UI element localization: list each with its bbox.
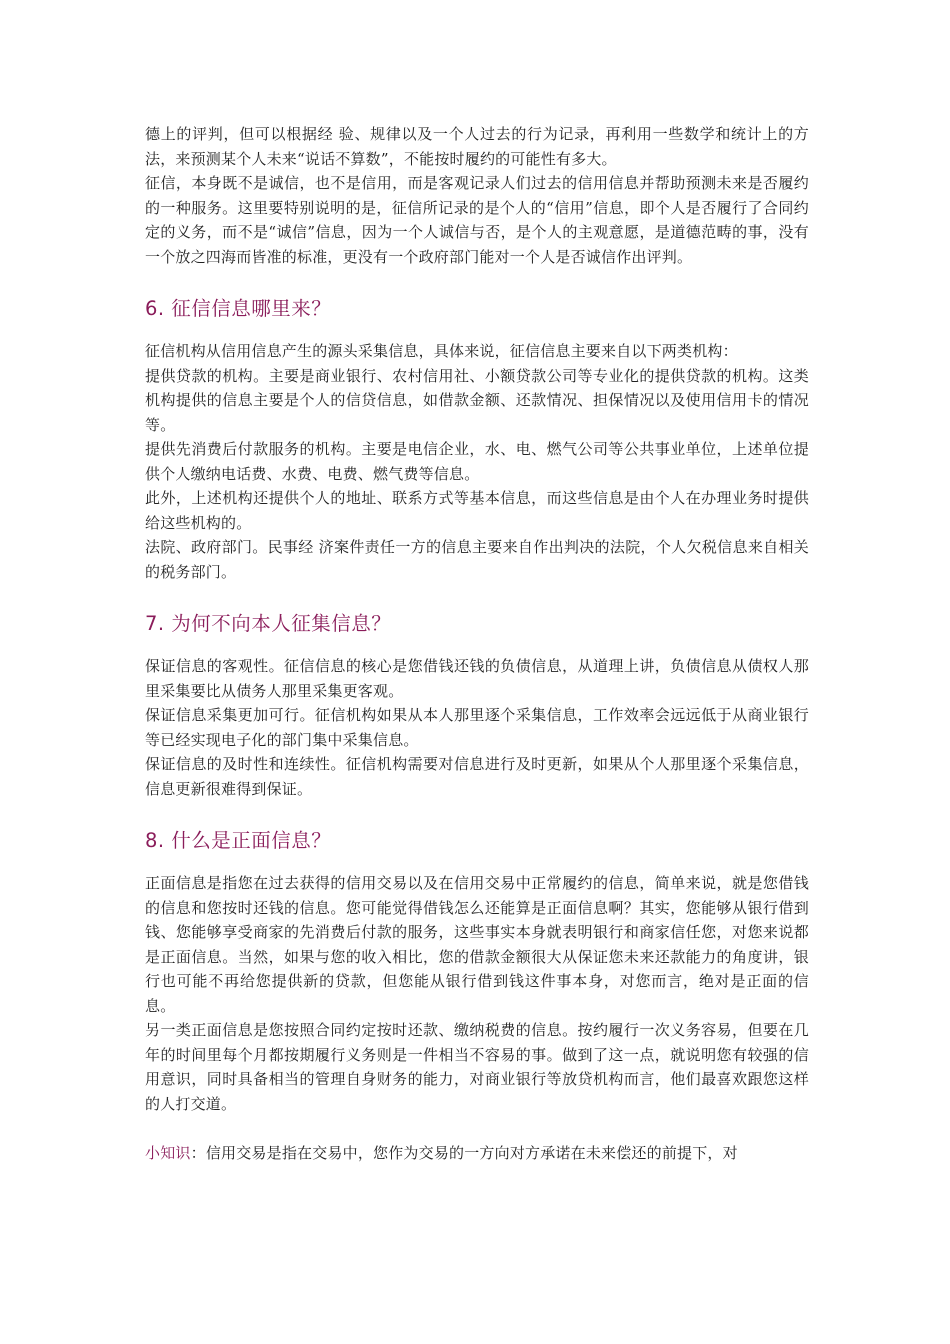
section-paragraph: 提供先消费后付款服务的机构。主要是电信企业，水、电、燃气公司等公共事业单位，上述单位提供个人缴纳电话费、水费、电费、燃气费等信息。 [145,440,809,483]
section-paragraph: 提供贷款的机构。主要是商业银行、农村信用社、小额贷款公司等专业化的提供贷款的机构。这类机构提供的信息主要是个人的信贷信息，如借款金额、还款情况、担保情况以及使用信用卡的情况等。 [145,366,809,434]
tip-paragraph [145,1141,809,1166]
section-paragraph: 征信机构从信用信息产生的源头采集信息，具体来说，征信信息主要来自以下两类机构： [145,342,738,360]
section-paragraph: 另一类正面信息是您按照合同约定按时还款、缴纳税费的信息。按约履行一次义务容易，但要在几年的时间里每个月都按期履行义务则是一件相当不容易的事。做到了这一点，就说明您有较强的信用意识，同时具备相当的管理自身财务的能力，对商业银行等放贷机构而言，他们最喜欢跟您这样的人打交道。 [145,1021,809,1113]
section-paragraph: 此外，上述机构还提供个人的地址、联系方式等基本信息，而这些信息是由个人在办理业务时提供给这些机构的。 [145,489,809,532]
section-paragraph: 法院、政府部门。民事经 济案件责任一方的信息主要来自作出判决的法院，个人欠税信息来自相关的税务部门。 [145,538,809,581]
section-title: 7. 为何不向本人征集信息？ [145,612,392,635]
tip-label: 小知识 [145,1144,191,1162]
section-paragraph: 正面信息是指您在过去获得的信用交易以及在信用交易中正常履约的信息，简单来说，就是您借钱的信息和您按时还钱的信息。您可能觉得借钱怎么还能算是正面信息啊？其实，您能够从银行借到钱、您能够享受商家的先消费后付款的服务，这些事实本身就表明银行和商家信任您，对您来说都是正面信息。当然，如果与您的收入相比，您的借款金额很大从保证您未来还款能力的角度讲，银行也可能不再给您提供新的贷款，但您能从银行借到钱这件事本身，对您而言，绝对是正面的信息。 [145,874,809,1015]
section-paragraph: 保证信息的及时性和连续性。征信机构需要对信息进行及时更新，如果从个人那里逐个采集信息，信息更新很难得到保证。 [145,755,809,798]
section-title: 8. 什么是正面信息？ [145,829,332,852]
document-page [145,122,809,1166]
intro-paragraph: 征信，本身既不是诚信，也不是信用，而是客观记录人们过去的信用信息并帮助预测未来是否履约的一种服务。这里要特别说明的是，征信所记录的是个人的“信用”信息，即个人是否履行了合同约定的义务，而不是“诚信”信息，因为一个人诚信与否，是个人的主观意愿，是道德范畴的事，没有一个放之四海而皆准的标准，更没有一个政府部门能对一个人是否诚信作出评判。 [145,174,809,266]
tip-text: 信用交易是指在交易中，您作为交易的一方向对方承诺在未来偿还的前提下，对 [205,1144,738,1162]
section-paragraph: 保证信息采集更加可行。征信机构如果从本人那里逐个采集信息，工作效率会远远低于从商业银行等已经实现电子化的部门集中采集信息。 [145,706,809,749]
section-title: 6. 征信信息哪里来？ [145,297,332,320]
section-paragraph: 保证信息的客观性。征信信息的核心是您借钱还钱的负债信息，从道理上讲，负债信息从债权人那里采集要比从债务人那里采集更客观。 [145,657,809,700]
intro-paragraph: 德上的评判，但可以根据经 验、规律以及一个人过去的行为记录，再利用一些数学和统计上的方法，来预测某个人未来“说话不算数”，不能按时履约的可能性有多大。 [145,125,809,168]
tip-separator: ： [190,1144,206,1162]
